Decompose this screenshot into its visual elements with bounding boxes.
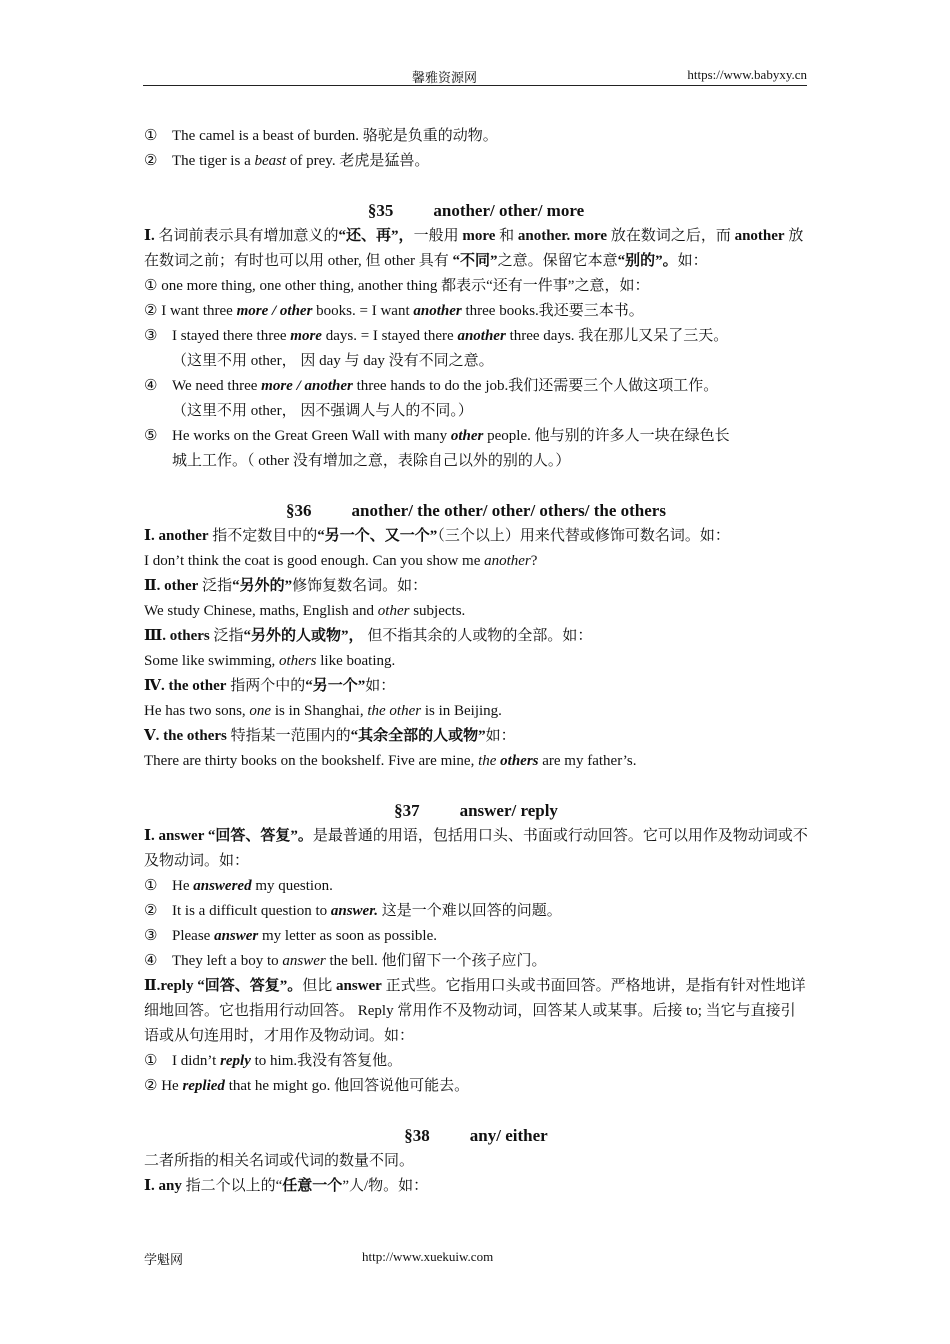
example-line: ② He replied that he might go. 他回答说他可能去。 [144,1078,470,1094]
example-line: He has two sons, one is in Shanghai, the other is in Beijing. [144,703,502,719]
document-body [144,124,808,1199]
example-line: ② I want three more / other books. = I want another three books.我还要三本书。 [144,303,644,319]
rule-paragraph: Ⅰ. answer “回答、答复”。是最普通的用语，包括用口头、书面或行动回答。它可以用作及物动词或不及物动词。如： [144,828,808,869]
example-line: ④ We need three more / another three hands to do the job.我们还需要三个人做这项工作。 [144,378,719,394]
example-line: ② The tiger is a beast of prey. 老虎是猛兽。 [144,153,430,169]
rule-line: Ⅰ. any 指二个以上的“任意一个”人/物。如： [144,1178,429,1194]
section-heading-36: §36 another/ the other/ other/ others/ the others [286,501,666,520]
rule-line: Ⅴ. the others 特指某一范围内的“其余全部的人或物”如： [144,728,516,744]
example-note: （这里不用 other， 因 day 与 day 没有不同之意。 [172,353,494,369]
example-line: ① I didn’t reply to him.我没有答复他。 [144,1053,403,1069]
rule-line: Ⅰ. another 指不定数目中的“另一个、又一个”（三个以上）用来代替或修饰可数名词。如： [144,528,730,544]
footer-site-name: 学魁网 [144,1252,184,1267]
example-line: ④ They left a boy to answer the bell. 他们留下一个孩子应门。 [144,953,547,969]
example-note: 城上工作。（ other 没有增加之意，表除自己以外的别的人。） [172,453,571,469]
header-url[interactable]: https://www.babyxy.cn [687,67,807,82]
example-line: Some like swimming, others like boating. [144,653,396,669]
example-line: ① The camel is a beast of burden. 骆驼是负重的动物。 [144,128,498,144]
header-rule [143,85,807,86]
section-35-paragraph: Ⅰ. 名词前表示具有增加意义的“还、再”，一般用 more 和 another. more 放在数词之后，而 another 放在数词之前；有时也可以用 other, 但 other 具有 “不同”之意。保留它本意“别的”。如： [144,228,804,269]
section-heading-35: §35 another/ other/ more [367,201,585,220]
example-line: ③ I stayed there three more days. = I stayed there another three days. 我在那儿又呆了三天。 [144,328,729,344]
example-line: ② It is a difficult question to answer. 这是一个难以回答的问题。 [144,903,562,919]
example-line: We study Chinese, maths, English and other subjects. [144,603,466,619]
example-line: There are thirty books on the bookshelf. Five are mine, the others are my father’s. [144,753,637,769]
section-heading-38: §38 any/ either [404,1126,548,1145]
rule-paragraph: Ⅱ.reply “回答、答复”。但比 answer 正式些。它指用口头或书面回答。严格地讲，是指有针对性地详细地回答。它也指用行动回答。 Reply 常用作不及物动词，回答某人或某事。后接 to; 当它与直接引语或从句连用时，才用作及物动词。如： [144,978,806,1044]
example-line: ① one more thing, one other thing, another thing 都表示“还有一件事”之意，如： [144,278,650,294]
section-heading-37: §37 answer/ reply [394,801,558,820]
section-38-intro: 二者所指的相关名词或代词的数量不同。 [144,1153,415,1169]
footer-url[interactable]: http://www.xuekuiw.com [362,1249,494,1264]
example-line: ③ Please answer my letter as soon as possible. [144,928,437,944]
header-site-name: 馨雅资源网 [412,70,478,85]
rule-line: Ⅲ. others 泛指“另外的人或物”， 但不指其余的人或物的全部。如： [144,628,593,644]
example-line: ⑤ He works on the Great Green Wall with many other people. 他与别的许多人一块在绿色长 [144,428,730,444]
example-line: I don’t think the coat is good enough. Can you show me another? [144,553,538,569]
example-note: （这里不用 other， 因不强调人与人的不同。） [172,403,473,419]
example-line: ① He answered my question. [144,878,333,894]
rule-line: Ⅱ. other 泛指“另外的”修饰复数名词。如： [144,578,428,594]
rule-line: Ⅳ. the other 指两个中的“另一个”如： [144,678,396,694]
